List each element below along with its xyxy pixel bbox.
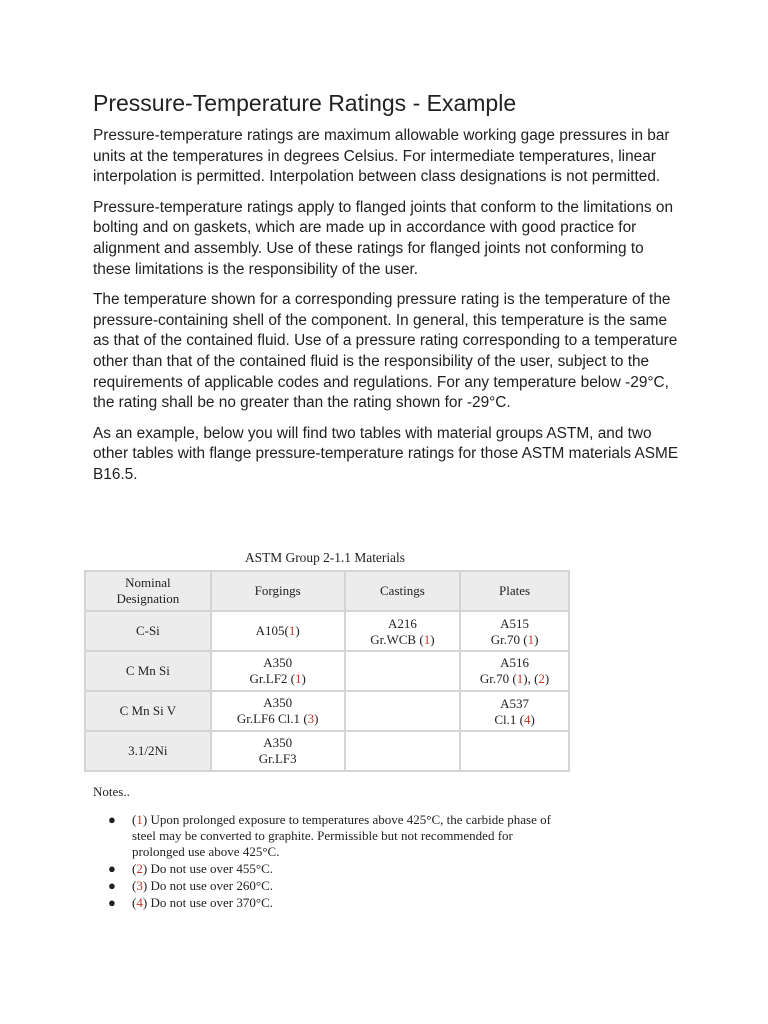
bullet-icon: ● bbox=[108, 895, 116, 910]
astm-materials-table bbox=[84, 570, 570, 772]
cell-text: A537 bbox=[500, 696, 530, 711]
castings-cell bbox=[345, 651, 461, 691]
note-text: Do not use over 455°C. bbox=[147, 861, 273, 876]
table-caption: ASTM Group 2-1.1 Materials bbox=[245, 550, 405, 565]
note-ref: 1 bbox=[288, 623, 296, 638]
note-ref: 4 bbox=[136, 895, 143, 910]
bullet-icon: ● bbox=[108, 812, 116, 827]
note-ref: 1 bbox=[527, 632, 535, 647]
castings-cell bbox=[345, 691, 461, 731]
note-ref: 3 bbox=[307, 711, 315, 726]
header-plates: Plates bbox=[460, 571, 569, 611]
table-header-row bbox=[85, 571, 569, 611]
notes-list bbox=[108, 812, 568, 912]
note-ref: 4 bbox=[523, 712, 531, 727]
note-ref: 1 bbox=[136, 812, 143, 827]
cell-text: Gr.LF2 bbox=[249, 671, 288, 686]
cell-text: Cl.1 bbox=[494, 712, 517, 727]
header-nominal-designation bbox=[85, 571, 211, 611]
header-forgings: Forgings bbox=[211, 571, 345, 611]
table-row bbox=[85, 611, 569, 651]
designation-cell: 3.1/2Ni bbox=[85, 731, 211, 771]
cell-text: A216 bbox=[387, 616, 417, 631]
list-item: ● (1) Upon prolonged exposure to temperatures above 425°C, the carbide phase of steel may be converted to graphite. Permissible but not recommended for prolonged use above 425°C. bbox=[108, 812, 551, 859]
note-ref: 3 bbox=[136, 878, 143, 893]
note-text: Upon prolonged exposure to temperatures above 425°C, the carbide phase of steel may be converted to graphite. Permissible but not recommended for prolonged use above 425°C. bbox=[132, 812, 551, 859]
list-item: ● (2) Do not use over 455°C. bbox=[108, 861, 273, 876]
paragraph-1: Pressure-temperature ratings are maximum allowable working gage pressures in bar units at the temperatures in degrees Celsius. For intermediate temperatures, linear interpolation is permitted. Interpolation between class designations is not permitted. bbox=[93, 127, 670, 186]
forgings-cell: A105(1) bbox=[211, 611, 345, 651]
header-castings: Castings bbox=[345, 571, 461, 611]
designation-cell: C Mn Si V bbox=[85, 691, 211, 731]
table-row bbox=[85, 651, 569, 691]
cell-text: A515 bbox=[500, 616, 530, 631]
cell-text: Gr.WCB bbox=[370, 632, 417, 647]
forgings-cell: A350 Gr.LF2 (1) bbox=[211, 651, 345, 691]
plates-cell bbox=[460, 731, 569, 771]
designation-cell: C Mn Si bbox=[85, 651, 211, 691]
cell-text: Gr.70 bbox=[490, 632, 520, 647]
cell-text: A105 bbox=[255, 623, 285, 638]
note-ref: 2 bbox=[136, 861, 143, 876]
table-row bbox=[85, 731, 569, 771]
note-ref: 1 bbox=[516, 671, 524, 686]
table-row bbox=[85, 691, 569, 731]
bullet-icon: ● bbox=[108, 861, 116, 876]
document-body bbox=[93, 88, 683, 496]
cell-text: Gr.LF6 Cl.1 bbox=[236, 711, 301, 726]
note-text: Do not use over 260°C. bbox=[147, 878, 273, 893]
cell-text: Gr.70 bbox=[479, 671, 510, 686]
paragraph-3: The temperature shown for a corresponding pressure rating is the temperature of the pressure-containing shell of the component. In general, this temperature is the same as that of the contained fluid. Use of a pressure rating corresponding to a temperature other than that of the contained fluid is the responsibility of the user, subject to the requirements of applicable codes and regulations. For any temperature below -29°C, the rating shall be no greater than the rating shown for -29°C. bbox=[93, 291, 678, 412]
list-item: ● (3) Do not use over 260°C. bbox=[108, 878, 273, 893]
bullet-icon: ● bbox=[108, 878, 116, 893]
castings-cell bbox=[345, 731, 461, 771]
cell-text: A350 bbox=[263, 655, 293, 670]
paragraph-2: Pressure-temperature ratings apply to flanged joints that conform to the limitations on bolting and on gaskets, which are made up in accordance with good practice for alignment and assembly. Use of these ratings for flanged joints not conforming to these limitations is the responsibility of the user. bbox=[93, 198, 674, 278]
plates-cell: A515 Gr.70 (1) bbox=[460, 611, 569, 651]
cell-text: A350 bbox=[263, 735, 293, 750]
header-label: Nominal Designation bbox=[116, 575, 180, 606]
note-ref: 2 bbox=[538, 671, 545, 686]
cell-text: A516 bbox=[500, 655, 530, 670]
cell-text: Gr.LF3 bbox=[258, 751, 297, 766]
note-ref: 1 bbox=[423, 632, 431, 647]
note-text: Do not use over 370°C. bbox=[147, 895, 273, 910]
page-title: Pressure-Temperature Ratings - Example bbox=[93, 90, 517, 116]
designation-cell: C-Si bbox=[85, 611, 211, 651]
plates-cell: A537 Cl.1 (4) bbox=[460, 691, 569, 731]
paragraph-4: As an example, below you will find two tables with material groups ASTM, and two other tables with flange pressure-temperature ratings for those ASTM materials ASME B16.5. bbox=[93, 424, 679, 483]
list-item: ● (4) Do not use over 370°C. bbox=[108, 895, 273, 910]
plates-cell: A516 Gr.70 (1), (2) bbox=[460, 651, 569, 691]
notes-label: Notes.. bbox=[93, 784, 130, 799]
cell-text: A350 bbox=[263, 695, 293, 710]
note-ref: 1 bbox=[295, 671, 302, 686]
forgings-cell bbox=[211, 731, 345, 771]
forgings-cell: A350 Gr.LF6 Cl.1 (3) bbox=[211, 691, 345, 731]
castings-cell: A216 Gr.WCB (1) bbox=[345, 611, 461, 651]
